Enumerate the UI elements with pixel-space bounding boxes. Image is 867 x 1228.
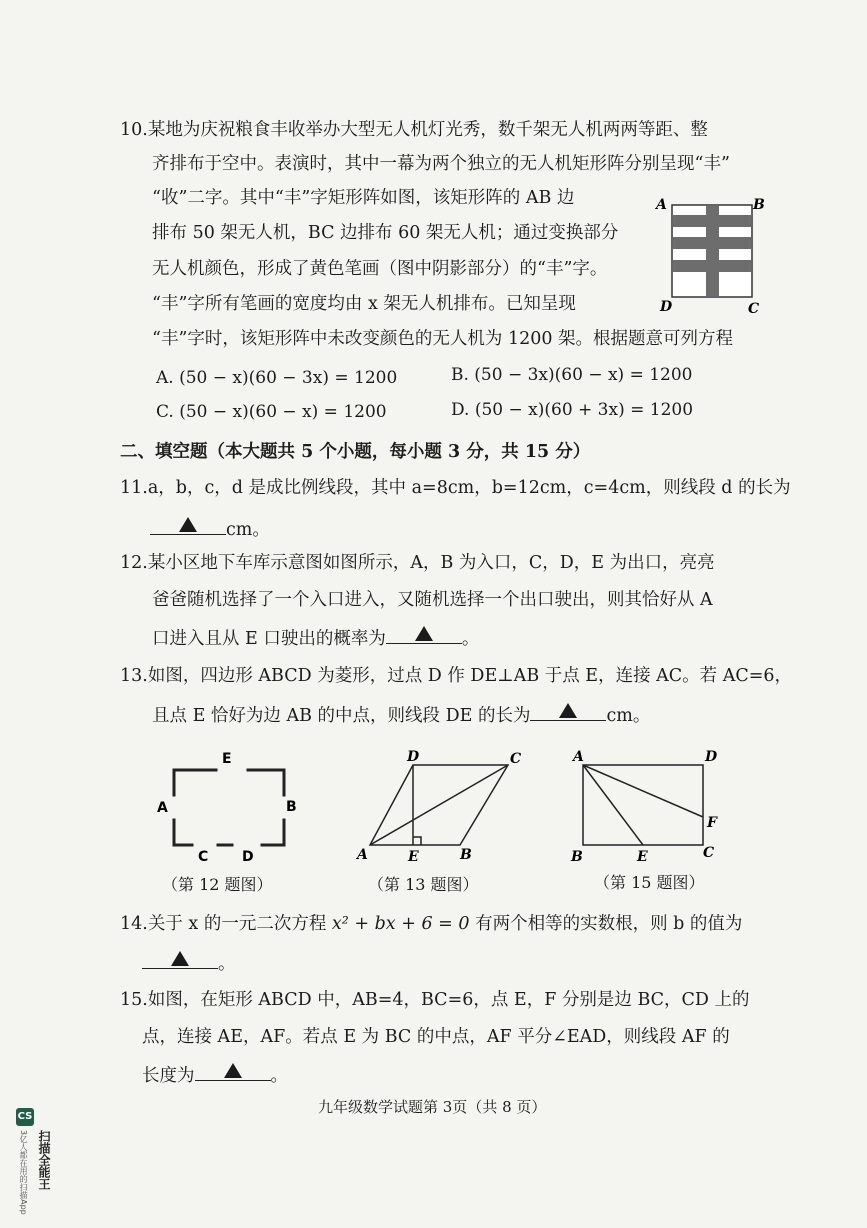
label-C: C [748,301,760,317]
wall-segment [248,770,284,795]
triangle-marker-icon [171,951,189,966]
fig12-caption: （第 12 题图） [162,875,273,894]
q15-line-3-end: 。 [270,1066,288,1086]
rhombus-label-E: E [408,849,419,865]
q10-line-5: 无人机颜色，形成了黄色笔画（图中阴影部分）的“丰”字。 [152,259,608,279]
garage-label-D: D [242,849,254,865]
garage-label-A: A [157,800,168,816]
right-angle-mark [413,837,421,845]
section-2-title: 二、填空题（本大题共 5 个小题，每小题 3 分，共 15 分） [120,442,591,462]
fig13-caption: （第 13 题图） [368,875,479,894]
rhombus-label-C: C [510,751,522,767]
q10-option-b: B. (50 − 3x)(60 − x) = 1200 [451,365,693,385]
garage-label-E: E [222,751,232,767]
q10-line-3: “收”二字。其中“丰”字矩形阵如图，该矩形阵的 AB 边 [152,188,575,208]
rect-label-A: A [573,749,584,765]
camscanner-logo-icon: CS [16,1108,34,1126]
q13-unit: cm。 [606,706,651,726]
q10-line-7: “丰”字时，该矩形阵中未改变颜色的无人机为 1200 架。根据题意可列方程 [152,329,734,349]
rhombus-label-A: A [357,847,368,863]
q14-line-2 [142,950,236,976]
q10-option-a: A. (50 − x)(60 − 3x) = 1200 [156,368,398,388]
q15-answer-blank[interactable] [195,1062,271,1081]
q12-line-2: 爸爸随机选择了一个入口进入，又随机选择一个出口驶出，则其恰好从 A [152,590,713,610]
rhombus-label-D: D [407,749,420,765]
q15-line-3-text: 长度为 [142,1066,195,1086]
q11-answer-blank[interactable] [150,516,226,535]
q11-unit: cm。 [226,520,270,540]
q12-line-3-end: 。 [461,629,480,649]
q14-line-2-end: 。 [218,954,236,974]
segment-AE [583,765,643,845]
q10-line-1: 10.某地为庆祝粮食丰收举办大型无人机灯光秀，数千架无人机两两等距、整 [120,120,708,140]
garage-label-B: B [286,799,297,815]
q11-line-2 [150,516,270,542]
rhombus-label-B: B [460,847,472,863]
label-B: B [753,197,765,213]
rect-label-B: B [571,849,583,865]
triangle-marker-icon [179,517,197,532]
wall-segment [262,820,284,845]
q12-line-3-text: 口进入且从 E 口驶出的概率为 [152,629,386,649]
q13-line-2 [152,702,650,728]
q13-answer-blank[interactable] [530,702,606,721]
q14-line-1 [120,912,742,936]
wall-segment [174,770,216,795]
rect-label-D: D [705,749,718,765]
page-footer: 九年级数学试题第 3页（共 8 页） [318,1098,547,1116]
q10-option-d: D. (50 − x)(60 + 3x) = 1200 [451,400,694,420]
label-D: D [660,299,673,315]
scanner-tagline: 3亿人都在用的扫描App [19,1130,28,1215]
segment-AF [583,765,703,817]
fig12-garage-diagram [150,745,310,875]
q12-line-1: 12.某小区地下车库示意图如图所示，A，B 为入口，C，D，E 为出口，亮亮 [120,553,715,573]
q14-answer-blank[interactable] [142,950,218,969]
triangle-marker-icon [224,1063,242,1078]
triangle-marker-icon [559,703,577,718]
q14-equation: x² + bx + 6 = 0 [331,914,470,934]
q12-answer-blank[interactable] [386,625,462,644]
wall-segment [174,820,192,845]
q11-line-1: 11.a，b，c，d 是成比例线段，其中 a=8cm，b=12cm，c=4cm，则线段 d 的长为 [120,478,791,498]
q13-line-2-text: 且点 E 恰好为边 AB 的中点，则线段 DE 的长为 [152,706,531,726]
rect-label-F: F [707,815,717,831]
triangle-marker-icon [415,626,433,641]
rect-label-E: E [637,849,648,865]
q14-text-before: 14.关于 x 的一元二次方程 [120,914,327,934]
q10-feng-figure [652,193,772,319]
feng-vertical-stroke [706,206,719,296]
q15-line-1: 15.如图，在矩形 ABCD 中，AB=4，BC=6，点 E，F 分别是边 BC，CD 上的 [120,990,750,1010]
label-A: A [656,197,667,213]
q15-line-3 [142,1062,288,1088]
q10-line-2: 齐排布于空中。表演时，其中一幕为两个独立的无人机矩形阵分别呈现“丰” [152,154,730,174]
q13-line-1: 13.如图，四边形 ABCD 为菱形，过点 D 作 DE⊥AB 于点 E，连接 AC。若 AC=6， [120,666,793,686]
q10-option-c: C. (50 − x)(60 − x) = 1200 [156,402,387,422]
rectangle-ABCD [583,765,703,845]
rect-label-C: C [703,845,715,861]
q10-line-6: “丰”字所有笔画的宽度均由 x 架无人机排布。已知呈现 [152,294,576,314]
scanner-app-name: 扫描全能王 [37,1130,51,1190]
fig15-caption: （第 15 题图） [594,873,705,892]
garage-label-C: C [198,849,209,865]
q12-line-3 [152,625,479,651]
q14-text-after: 有两个相等的实数根，则 b 的值为 [475,914,743,934]
fig15-rectangle-diagram [565,745,725,875]
fig13-rhombus-diagram [350,745,535,875]
q15-line-2: 点，连接 AE，AF。若点 E 为 BC 的中点，AF 平分∠EAD，则线段 AF 的 [142,1027,730,1047]
q10-line-4: 排布 50 架无人机，BC 边排布 60 架无人机；通过变换部分 [152,223,619,243]
